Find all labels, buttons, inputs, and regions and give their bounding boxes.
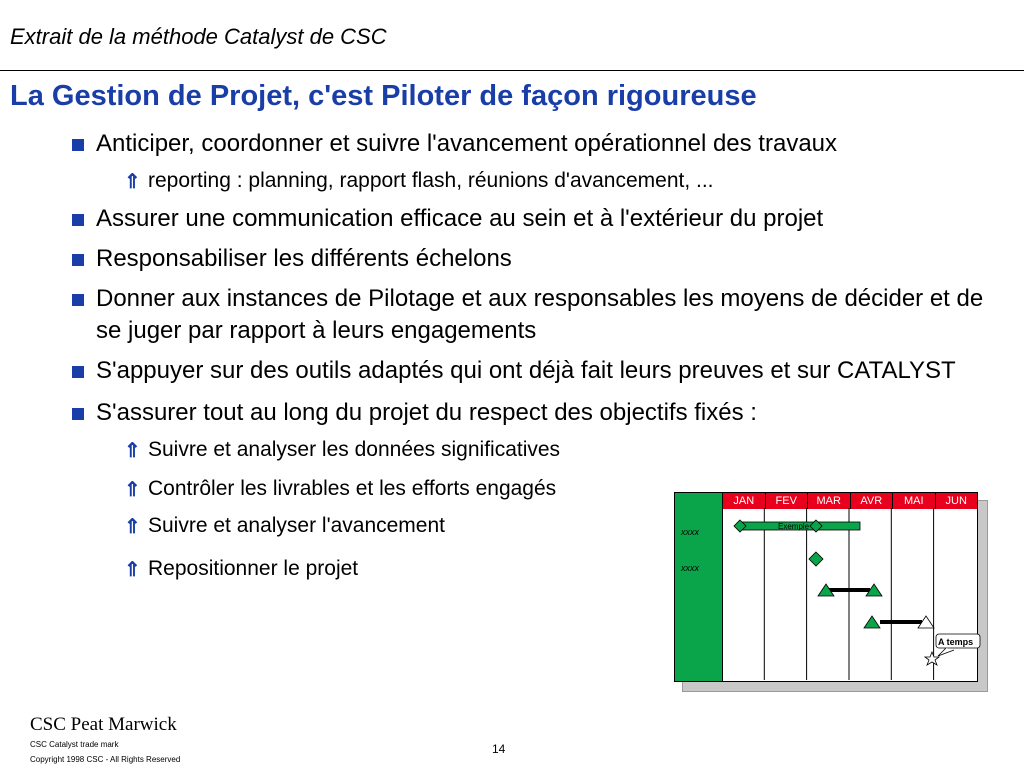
sub-bullet-item — [124, 435, 992, 464]
gantt-bar-label: Exemple — [778, 522, 810, 531]
footer-brand: CSC Peat Marwick — [30, 714, 177, 735]
footer-copyright: Copyright 1998 CSC - All Rights Reserved — [30, 755, 181, 764]
square-bullet-icon — [72, 408, 84, 420]
bullet-item — [72, 128, 992, 160]
triangle-milestone-icon — [864, 616, 880, 628]
bullet-item — [72, 283, 992, 347]
bullet-text: Responsabiliser les différents échelons — [96, 245, 512, 272]
month-label: AVR — [851, 493, 894, 509]
slide-title: La Gestion de Projet, c'est Piloter de façon rigoureuse — [10, 80, 757, 112]
sub-bullet-text: Contrôler les livrables et les efforts engagés — [148, 477, 557, 500]
square-bullet-icon — [72, 139, 84, 151]
gantt-row-label: xxxx — [681, 563, 699, 573]
sub-bullet-text: Suivre et analyser l'avancement — [148, 514, 445, 537]
header-divider — [0, 70, 1024, 71]
gantt-marks — [722, 492, 978, 682]
bullet-text: Donner aux instances de Pilotage et aux responsables les moyens de décider et de se juger par rapport à leurs engagements — [96, 285, 984, 344]
bullet-item — [72, 203, 992, 235]
gantt-illustration — [674, 492, 986, 692]
arrow-up-icon: ⇑ — [124, 171, 141, 193]
diamond-milestone-icon — [809, 552, 823, 566]
month-label: JUN — [945, 495, 967, 507]
bullet-item — [72, 397, 992, 429]
gantt-task-panel — [674, 492, 724, 682]
bullet-text: S'appuyer sur des outils adaptés qui ont déjà fait leurs preuves et sur CATALYST — [96, 357, 956, 384]
month-label: FEV — [766, 493, 809, 509]
sub-bullet-item — [124, 166, 992, 195]
month-label: MAR — [808, 493, 851, 509]
bullet-text: Assurer une communication efficace au sein et à l'extérieur du projet — [96, 205, 824, 232]
month-label: JAN — [723, 493, 766, 509]
bullet-text: S'assurer tout au long du projet du respect des objectifs fixés : — [96, 399, 757, 426]
bullet-item — [72, 243, 992, 275]
footer-trademark: CSC Catalyst trade mark — [30, 740, 119, 749]
callout-tail — [938, 648, 954, 656]
sub-bullet-text: Repositionner le projet — [148, 557, 359, 580]
page-number: 14 — [492, 742, 506, 756]
header-title: Extrait de la méthode Catalyst de CSC — [10, 24, 387, 49]
arrow-up-icon: ⇑ — [124, 479, 141, 501]
sub-bullet-text: reporting : planning, rapport flash, réunions d'avancement, ... — [148, 169, 714, 192]
square-bullet-icon — [72, 214, 84, 226]
month-label: MAI — [893, 493, 936, 509]
sub-bullet-text: Suivre et analyser les données significatives — [148, 438, 561, 461]
square-bullet-icon — [72, 366, 84, 378]
bullet-item — [72, 355, 992, 387]
callout-label: A temps — [938, 637, 974, 647]
gantt-row-label: xxxx — [681, 527, 699, 537]
arrow-up-icon: ⇑ — [124, 440, 141, 462]
arrow-up-icon: ⇑ — [124, 559, 141, 581]
square-bullet-icon — [72, 294, 84, 306]
arrow-up-icon: ⇑ — [124, 516, 141, 538]
square-bullet-icon — [72, 254, 84, 266]
bullet-text: Anticiper, coordonner et suivre l'avancement opérationnel des travaux — [96, 130, 838, 157]
star-icon — [925, 652, 939, 665]
